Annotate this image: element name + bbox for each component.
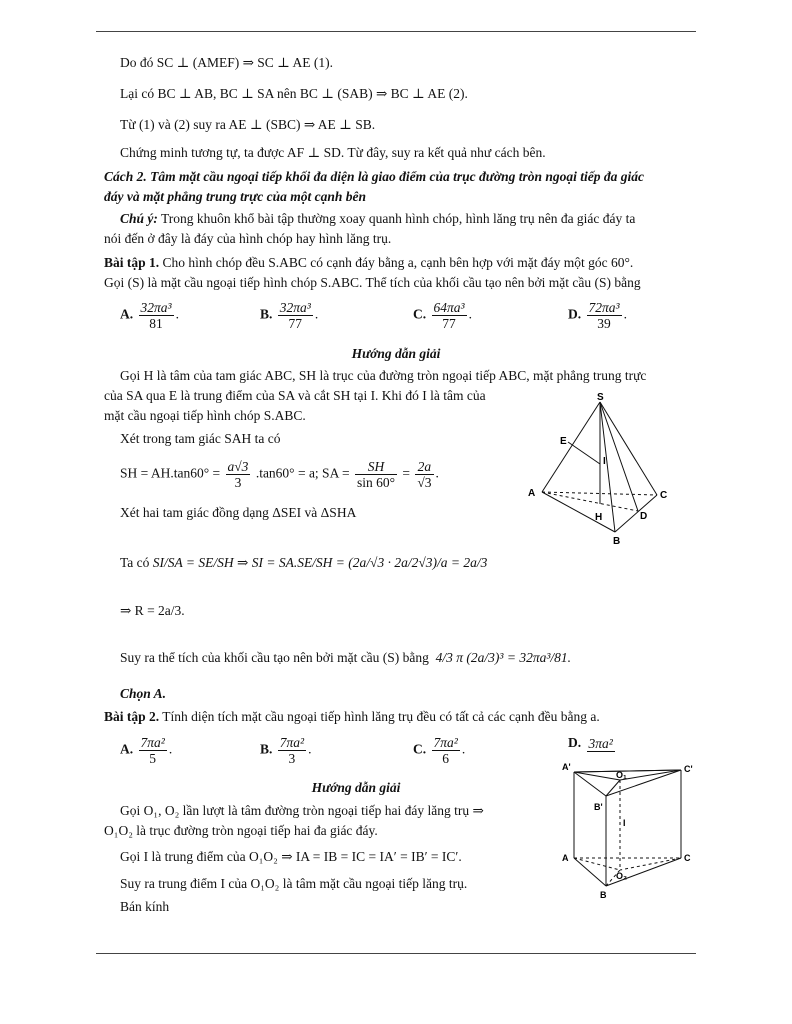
para-1: Do đó SC ⊥ (AMEF) ⇒ SC ⊥ AE (1).	[120, 55, 333, 70]
pyramid-figure	[520, 392, 700, 552]
note-line-2: nói đến ở đây là đáy của hình chóp hay hình lăng trụ.	[104, 231, 392, 246]
exercise-1-line-1	[104, 255, 633, 271]
sol2-line-5: Bán kính	[120, 899, 170, 914]
label-B-prime: B'	[594, 802, 603, 812]
sol1-line-5: Xét hai tam giác đồng dạng ΔSEI và ΔSHA	[120, 505, 357, 520]
volume-result: 4/3 π (2a/3)³ = 32πa³/81.	[435, 650, 572, 665]
label-B: B	[613, 536, 621, 547]
sol2-line-1: Gọi O₁, O₂ lần lượt là tâm đường tròn ngoại tiếp hai đáy lăng trụ ⇒	[120, 803, 484, 818]
sol1-equation-2: Ta có SI/SA = SE/SH ⇒ SI = SA.SE/SH = (2a/√3 · 2a/2√3)/a = 2a/3	[120, 555, 488, 570]
para-4: Chứng minh tương tự, ta được AF ⊥ SD. Từ đây, suy ra kết quả như cách bên.	[120, 145, 546, 160]
label-C: C	[660, 490, 668, 501]
label-I: I	[603, 456, 606, 467]
exercise-2-line-1	[104, 709, 600, 725]
top-rule	[96, 31, 696, 32]
label-B: B	[600, 890, 607, 900]
bottom-rule	[96, 953, 696, 954]
sol1-line-1: Gọi H là tâm của tam giác ABC, SH là trục của đường tròn ngoại tiếp ABC, mặt phẳng trung trực	[120, 368, 647, 383]
bt2-option-d: D. 3πa²	[568, 735, 613, 751]
note-label: Chú ý:	[120, 211, 158, 226]
solution-heading-2: Hướng dẫn giải	[311, 780, 401, 795]
bt1-option-c: C. $\frac{\text{64πa³}}{77}$ .	[413, 300, 472, 331]
label-E: E	[560, 436, 567, 447]
bt1-option-b: B. $\frac{\text{32πa³}}{77}$ .	[260, 300, 319, 331]
sol2-line-3: Gọi I là trung điểm của O₁O₂ ⇒ IA = IB = IC = IA′ = IB′ = IC′.	[120, 849, 462, 864]
note-line-1	[120, 211, 635, 227]
label-S: S	[597, 392, 604, 403]
exercise-1-line-2: Gọi (S) là mặt cầu ngoại tiếp hình chóp S.ABC. Thể tích của khối cầu tạo nên bởi mặt cầu (S) bằng	[104, 275, 641, 290]
label-A: A	[528, 488, 536, 499]
label-C: C	[684, 853, 691, 863]
bt1-option-a: A. $\frac{\text{32πa³}}{81}$ .	[120, 300, 179, 331]
sol1-line-4: Xét trong tam giác SAH ta có	[120, 431, 281, 446]
cach2-heading-cont: đáy và mặt phẳng trung trực của một cạnh bên	[104, 189, 366, 204]
label-I: I	[623, 818, 626, 828]
label-O1: O₁	[616, 770, 627, 780]
sol2-line-2: O₁O₂ là trục đường tròn ngoại tiếp hai đa giác đáy.	[104, 823, 378, 838]
para-3: Từ (1) và (2) suy ra AE ⊥ (SBC) ⇒ AE ⊥ SB.	[120, 117, 376, 132]
exercise-1-label: Bài tập 1.	[104, 255, 160, 270]
bt2-option-b: B. $\frac{\text{7πa²}}{3}$ .	[260, 735, 312, 766]
exercise-2-text: Tính diện tích mặt cầu ngoại tiếp hình lăng trụ đều có tất cả các cạnh đều bằng a.	[159, 709, 600, 724]
para-2: Lại có BC ⊥ AB, BC ⊥ SA nên BC ⊥ (SAB) ⇒ BC ⊥ AE (2).	[120, 86, 468, 101]
label-H: H	[595, 512, 603, 523]
exercise-1-text: Cho hình chóp đều S.ABC có cạnh đáy bằng a, cạnh bên hợp với mặt đáy một góc 60°.	[159, 255, 634, 270]
note-text: Trong khuôn khổ bài tập thường xoay quanh hình chóp, hình lăng trụ nên đa giác đáy ta	[157, 211, 636, 226]
exercise-2-label: Bài tập 2.	[104, 709, 160, 724]
label-D: D	[640, 511, 648, 522]
label-A: A	[562, 853, 569, 863]
sol1-line-3: mặt cầu ngoại tiếp hình chóp S.ABC.	[104, 408, 306, 423]
solution-heading-1: Hướng dẫn giải	[351, 346, 441, 361]
bt2-option-c: C. $\frac{\text{7πa²}}{6}$ .	[413, 735, 466, 766]
prism-figure	[556, 758, 706, 906]
bt2-option-a: A. $\frac{\text{7πa²}}{5}$ .	[120, 735, 173, 766]
label-O2: O₂	[616, 871, 627, 881]
sol1-equation-3: ⇒ R = 2a/3.	[120, 603, 185, 618]
cach2-heading: Cách 2. Tâm mặt cầu ngoại tiếp khối đa diện là giao điểm của trục đường tròn ngoại tiếp đa giác	[104, 169, 644, 184]
bt1-option-d: D. $\frac{\text{72πa³}}{39}$ .	[568, 300, 627, 331]
sol1-equation-1: SH = AH.tan60° = $\frac{a√3}{3}$ .tan60° = a; SA = $\frac{SH}{\sin 60^\circ}$ = $\frac{2a}{√3}$ .	[120, 459, 439, 490]
sol1-line-6: Suy ra thể tích của khối cầu tạo nên bởi mặt cầu (S) bằng 4/3 π (2a/3)³ = 32πa³/81.	[120, 650, 572, 665]
answer-choice: Chọn A.	[120, 686, 167, 701]
label-C-prime: C'	[684, 764, 693, 774]
sol1-line-2: của SA qua E là trung điểm của SA và cắt SH tại I. Khi đó I là tâm của	[104, 388, 486, 403]
label-A-prime: A'	[562, 762, 571, 772]
sol2-line-4: Suy ra trung điểm I của O₁O₂ là tâm mặt cầu ngoại tiếp lăng trụ.	[120, 876, 468, 891]
